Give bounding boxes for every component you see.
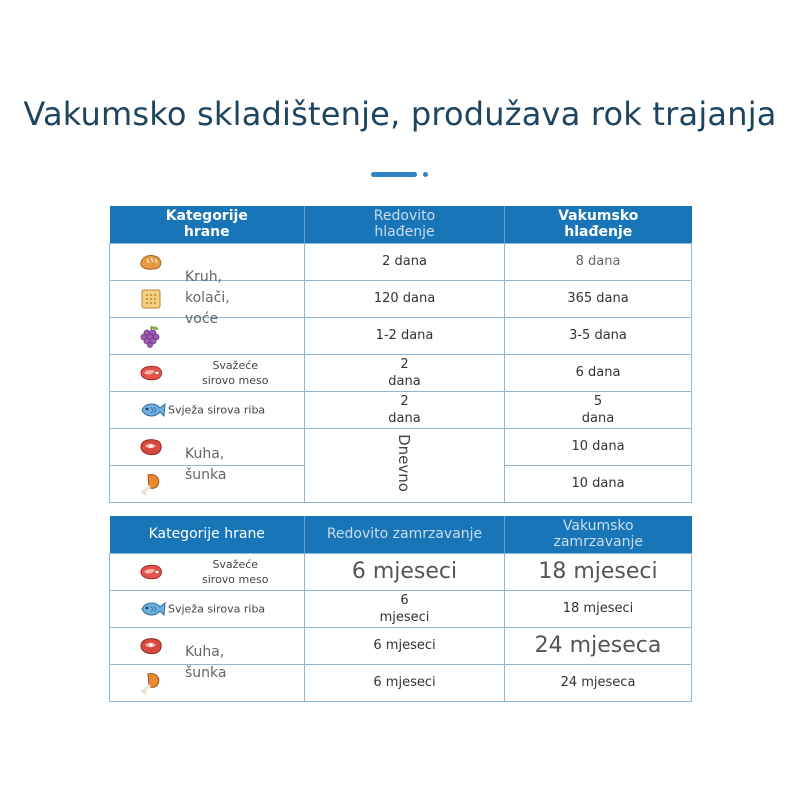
- col-header-regular: Redovito zamrzavanje: [305, 516, 505, 553]
- regular-cell: 120 dana: [305, 280, 505, 317]
- fish-icon: [140, 597, 166, 621]
- col-header-regular: Redovito hlađenje: [305, 206, 505, 243]
- ham-icon: [138, 435, 164, 459]
- cracker-icon: [138, 287, 164, 311]
- vacuum-cell: 24 mjeseca: [505, 627, 692, 664]
- category-label: Svažeće sirovo meso: [202, 557, 269, 586]
- vacuum-cell: 18 mjeseci: [505, 553, 692, 590]
- category-group-label: Kuha, šunka: [185, 644, 227, 681]
- chicken-leg-icon: [138, 671, 164, 695]
- raw-meat-icon: [138, 361, 164, 385]
- vacuum-cell: 6 dana: [505, 354, 692, 391]
- ham-icon: [138, 634, 164, 658]
- chicken-leg-icon: [138, 472, 164, 496]
- vacuum-cell: 10 dana: [505, 428, 692, 465]
- grapes-icon: [138, 324, 164, 348]
- vacuum-cell: 5 dana: [505, 391, 692, 428]
- col-header-vacuum: Vakumsko hlađenje: [505, 206, 692, 243]
- vacuum-cell: 24 mjeseca: [505, 664, 692, 701]
- regular-cell: 6 mjeseci: [305, 590, 505, 627]
- regular-cell: 2 dana: [305, 243, 505, 280]
- regular-cell: 6 mjeseci: [305, 664, 505, 701]
- table-row: [110, 354, 692, 391]
- merged-duration-label: Dnevno: [395, 434, 413, 492]
- vacuum-cell: 10 dana: [505, 465, 692, 502]
- regular-cell: 6 mjeseci: [305, 553, 505, 590]
- category-group-label: Kruh, kolači, voće: [185, 269, 230, 327]
- col-header-category: Kategorije hrane: [110, 516, 305, 553]
- title-divider: [371, 172, 431, 178]
- fish-icon: [140, 398, 166, 422]
- vacuum-cell: 365 dana: [505, 280, 692, 317]
- bread-icon: [138, 250, 164, 274]
- table-row: [110, 553, 692, 590]
- category-label: Svažeće sirovo meso: [202, 358, 269, 387]
- col-header-category: Kategorije hrane: [110, 206, 305, 243]
- category-group-label: Kuha, šunka: [185, 446, 227, 483]
- raw-meat-icon: [138, 560, 164, 584]
- category-label: Svježa sirova riba: [168, 403, 266, 416]
- regular-cell: 2 dana: [305, 391, 505, 428]
- regular-cell: 6 mjeseci: [305, 627, 505, 664]
- regular-cell: 1-2 dana: [305, 317, 505, 354]
- vacuum-cell: 8 dana: [505, 243, 692, 280]
- vacuum-cell: 18 mjeseci: [505, 590, 692, 627]
- table-row: [110, 590, 692, 627]
- table-row: [110, 391, 692, 428]
- page-title: Vakumsko skladištenje, produžava rok trajanja: [23, 95, 777, 133]
- col-header-vacuum: Vakumsko zamrzavanje: [505, 516, 692, 553]
- vacuum-cell: 3-5 dana: [505, 317, 692, 354]
- regular-cell: 2 dana: [305, 354, 505, 391]
- category-label: Svježa sirova riba: [168, 602, 266, 615]
